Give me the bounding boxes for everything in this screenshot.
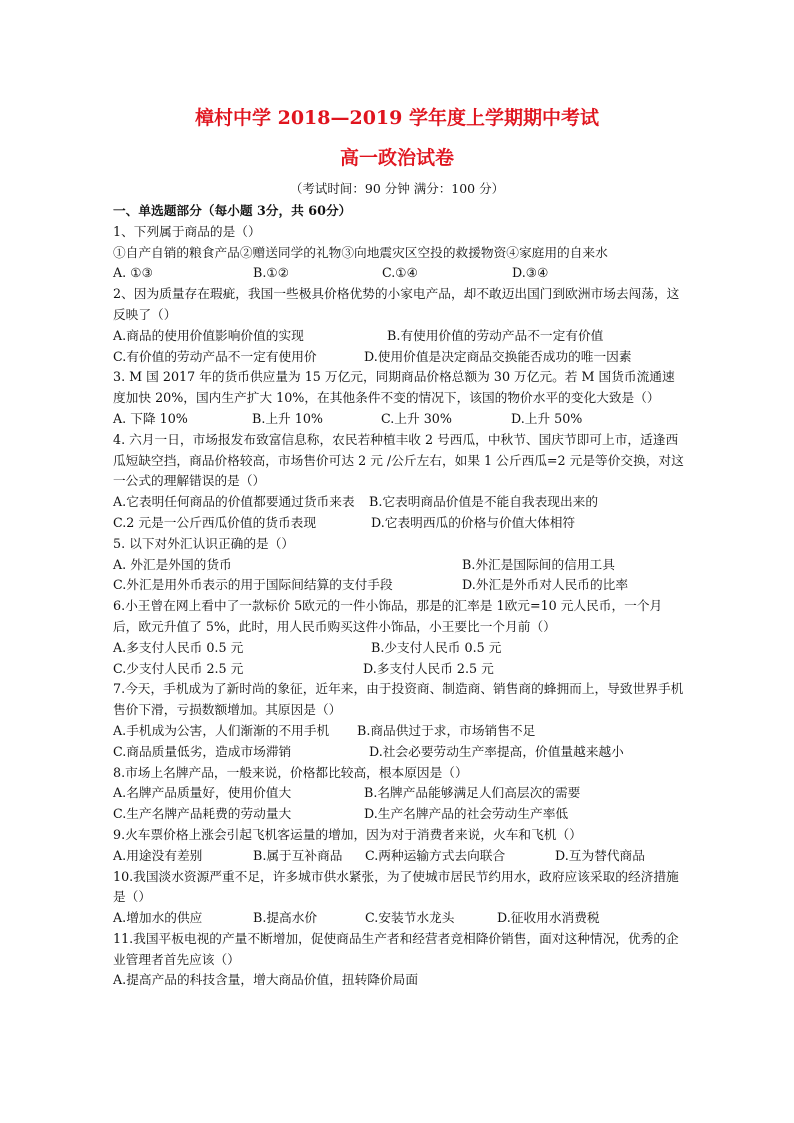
option-row bbox=[113, 638, 685, 659]
option-row bbox=[113, 804, 685, 825]
question-11 bbox=[113, 929, 685, 991]
option-c: C.少支付人民币 2.5 元 bbox=[113, 660, 244, 676]
question-10 bbox=[113, 867, 685, 929]
exam-info: （考试时间：90 分钟 满分：100 分） bbox=[289, 181, 505, 196]
option-b: B.上升 10% bbox=[252, 410, 323, 426]
option-row bbox=[113, 846, 685, 867]
option-c: C.外汇是用外币表示的用于国际间结算的支付手段 bbox=[113, 577, 393, 593]
option-d: D.互为替代商品 bbox=[555, 847, 645, 863]
question-1 bbox=[113, 222, 685, 284]
option-a: A.多支付人民币 0.5 元 bbox=[113, 639, 244, 655]
question-8 bbox=[113, 763, 685, 825]
question-9 bbox=[113, 825, 685, 867]
question-6 bbox=[113, 596, 685, 679]
option-a: A. 下降 10% bbox=[113, 410, 188, 426]
option-c: C.2 元是一公斤西瓜价值的货币表现 bbox=[113, 514, 317, 530]
question-stem: 4. 六月一日，市场报发布致富信息称，农民若种植丰收 2 号西瓜，中秋节、国庆节即可上市，适逢西瓜短缺空挡，商品价格较高，市场售价可达 2 元 /公斤左右，如果 1 公斤西瓜=2 元是等价交换，对这一公式的理解错误的是（） bbox=[113, 431, 684, 489]
question-2 bbox=[113, 284, 685, 367]
question-7 bbox=[113, 679, 685, 762]
option-d: D.社会必要劳动生产率提高，价值量越来越小 bbox=[369, 743, 624, 759]
option-b: B.名牌产品能够满足人们高层次的需要 bbox=[364, 785, 581, 801]
option-row bbox=[113, 326, 685, 347]
option-b: B.少支付人民币 0.5 元 bbox=[371, 639, 502, 655]
option-d: D.多支付人民币 2.5 元 bbox=[363, 660, 494, 676]
question-stem: 11.我国平板电视的产量不断增加，促使商品生产者和经营者竞相降价销售，面对这种情况，优秀的企业管理者首先应该（） bbox=[113, 930, 679, 967]
option-row bbox=[113, 908, 685, 929]
option-a: A.名牌产品质量好，使用价值大 bbox=[113, 785, 292, 801]
option-b: B.提高水价 bbox=[253, 910, 318, 926]
option-row bbox=[113, 513, 685, 534]
question-stem: 5. 以下对外汇认识正确的是（） bbox=[113, 535, 295, 551]
option-c: C.两种运输方式去向联合 bbox=[365, 847, 506, 863]
question-stem: 1、下列属于商品的是（） bbox=[113, 223, 261, 239]
option-b: B.外汇是国际间的信用工具 bbox=[462, 556, 615, 572]
option-d: D.征收用水消费税 bbox=[497, 910, 600, 926]
option-b: B.属于互补商品 bbox=[253, 847, 343, 863]
option-row bbox=[113, 409, 685, 430]
option-d: D.生产名牌产品的社会劳动生产率低 bbox=[364, 806, 569, 822]
option-row bbox=[113, 575, 685, 596]
option-a: A.手机成为公害，人们渐渐的不用手机 bbox=[113, 722, 330, 738]
question-4 bbox=[113, 430, 685, 534]
option-row bbox=[113, 555, 685, 576]
option-row bbox=[113, 721, 685, 742]
option-a: A. 外汇是外国的货币 bbox=[113, 556, 232, 572]
option-b: B.它表明商品价值是不能自我表现出来的 bbox=[369, 494, 599, 510]
option-d: D.使用价值是决定商品交换能否成功的唯一因素 bbox=[364, 348, 632, 364]
question-3 bbox=[113, 367, 685, 429]
exam-subtitle: 高一政治试卷 bbox=[339, 147, 454, 169]
option-a: A.它表明任何商品的价值都要通过货币来表 bbox=[113, 494, 355, 510]
section-title: 一、单选题部分（每小题 3分，共 60分） bbox=[113, 203, 352, 218]
option-b: B.①② bbox=[253, 265, 290, 281]
question-stem: ①自产自销的粮食产品②赠送同学的礼物③向地震灾区空投的救援物资④家庭用的自来水 bbox=[113, 244, 608, 260]
question-5 bbox=[113, 534, 685, 596]
option-c: C.①④ bbox=[382, 265, 419, 281]
option-d: D.它表明西瓜的价格与价值大体相符 bbox=[371, 514, 576, 530]
option-c: C.商品质量低劣，造成市场滞销 bbox=[113, 743, 292, 759]
option-row bbox=[113, 492, 685, 513]
question-stem: 10.我国淡水资源严重不足，许多城市供水紧张，为了使城市居民节约用水，政府应该采取的经济措施是（） bbox=[113, 868, 679, 905]
option-row bbox=[113, 347, 685, 368]
question-stem: 3. M 国 2017 年的货币供应量为 15 万亿元，同期商品价格总额为 30 万亿元。若 M 国货币流通速度加快 20%，国内生产扩大 10%，在其他条件不变的情况下，该国的物价水平的变化大致是（） bbox=[113, 369, 675, 406]
question-stem: 2、因为质量存在瑕疵，我国一些极具价格优势的小家电产品，却不敢迈出国门到欧洲市场去闯荡，这反映了（） bbox=[113, 286, 680, 322]
option-a: A.用途没有差别 bbox=[113, 847, 203, 863]
question-stem: 7.今天，手机成为了新时尚的象征，近年来，由于投资商、制造商、销售商的蜂拥而上，导致世界手机售价下滑，亏损数额增加。其原因是（） bbox=[113, 681, 684, 718]
option-c: C.上升 30% bbox=[381, 410, 452, 426]
option-a: A.提高产品的科技含量，增大商品价值，扭转降价局面 bbox=[113, 972, 419, 988]
option-d: D.上升 50% bbox=[511, 410, 583, 426]
option-row bbox=[113, 742, 685, 763]
exam-title: 樟村中学 2018—2019 学年度上学期期中考试 bbox=[195, 107, 599, 129]
option-b: B.商品供过于求，市场销售不足 bbox=[357, 722, 536, 738]
option-c: C.生产名牌产品耗费的劳动量大 bbox=[113, 806, 292, 822]
option-c: C.有价值的劳动产品不一定有使用价 bbox=[113, 348, 317, 364]
option-a: A.商品的使用价值影响价值的实现 bbox=[113, 327, 304, 343]
option-a: A. ①③ bbox=[113, 265, 153, 281]
option-c: C.安装节水龙头 bbox=[365, 910, 455, 926]
question-stem: 9.火车票价格上涨会引起飞机客运量的增加，因为对于消费者来说，火车和飞机（） bbox=[113, 826, 582, 842]
option-d: D.③④ bbox=[512, 265, 549, 281]
exam-body bbox=[113, 201, 685, 991]
option-d: D.外汇是外币对人民币的比率 bbox=[462, 577, 629, 593]
option-row bbox=[113, 263, 685, 284]
question-stem: 6.小王曾在网上看中了一款标价 5欧元的一件小饰品，那是的汇率是 1欧元=10 元人民币，一个月后，欧元升值了 5%，此时，用人民币购买这件小饰品，小王要比一个月前（） bbox=[113, 598, 663, 634]
option-row bbox=[113, 970, 685, 991]
option-row bbox=[113, 783, 685, 804]
question-stem: 8.市场上名牌产品，一般来说，价格都比较高，根本原因是（） bbox=[113, 764, 468, 780]
option-b: B.有使用价值的劳动产品不一定有价值 bbox=[387, 327, 604, 343]
option-a: A.增加水的供应 bbox=[113, 910, 203, 926]
option-row bbox=[113, 659, 685, 680]
